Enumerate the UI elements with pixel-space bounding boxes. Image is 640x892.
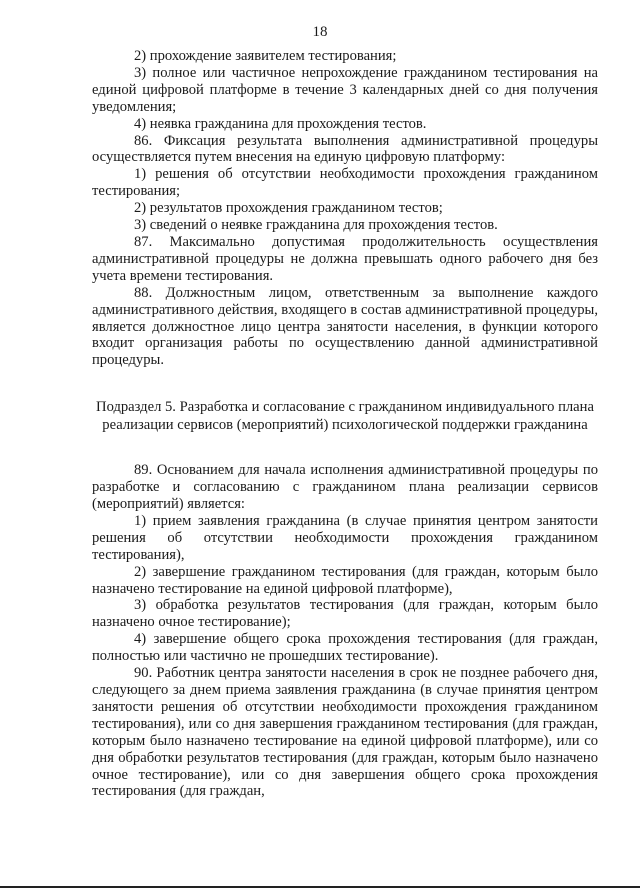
list-item: 4) завершение общего срока прохождения тестирования (для граждан, полностью или частично не прошедших тестирование). [92, 631, 598, 665]
paragraph-86: 86. Фиксация результата выполнения административной процедуры осуществляется путем внесения на единую цифровую платформу: [92, 132, 598, 166]
list-item: 3) сведений о неявке гражданина для прохождения тестов. [134, 217, 498, 234]
list-item: 3) обработка результатов тестирования (для граждан, которым было назначено очное тестирование); [92, 597, 598, 631]
document-body [92, 48, 598, 800]
paragraph-89: 89. Основанием для начала исполнения административной процедуры по разработке и согласованию с гражданином плана реализации сервисов (мероприятий) является: [92, 462, 598, 513]
list-item: 2) завершение гражданином тестирования (для граждан, которым было назначено тестирование на единой цифровой платформе), [92, 563, 598, 597]
list-item: 3) полное или частичное непрохождение гражданином тестирования на единой цифровой платформе в течение 3 календарных дней со дня получения уведомления; [92, 64, 598, 115]
list-item: 1) решения об отсутствии необходимости прохождения гражданином тестирования; [92, 166, 598, 200]
list-item: 2) прохождение заявителем тестирования; [134, 48, 397, 64]
page-number: 18 [312, 24, 328, 40]
list-item: 2) результатов прохождения гражданином тестов; [134, 200, 443, 217]
list-item: 1) прием заявления гражданина (в случае принятия центром занятости решения об отсутствии необходимости прохождения гражданином тестирования), [92, 512, 598, 563]
section-heading: Подраздел 5. Разработка и согласование с гражданином индивидуального плана реализации сервисов (мероприятий) психологической поддержки гражданина [96, 399, 594, 433]
scan-edge-line [0, 886, 640, 888]
paragraph-87: 87. Максимально допустимая продолжительность осуществления административной процедуры не должна превышать одного рабочего дня без учета времени тестирования. [92, 233, 598, 284]
list-item: 4) неявка гражданина для прохождения тестов. [134, 115, 427, 132]
paragraph-90: 90. Работник центра занятости населения в срок не позднее рабочего дня, следующего за днем приема заявления гражданина (в случае принятия центром занятости решения об отсутствии необходимости прохождения гражданином тестирования), или со дня завершения гражданином тестирования (для граждан, которым было назначено тестирование на единой цифровой платформе), или со дня обработки результатов тестирования (для граждан, которым было назначено очное тестирование), или со дня завершения общего срока прохождения тестирования (для граждан, [92, 665, 598, 800]
paragraph-88: 88. Должностным лицом, ответственным за выполнение каждого административного действия, входящего в состав административной процедуры, является должностное лицо центра занятости населения, в функции которого входит организация работы по осуществлению данной административной процедуры. [92, 284, 598, 369]
